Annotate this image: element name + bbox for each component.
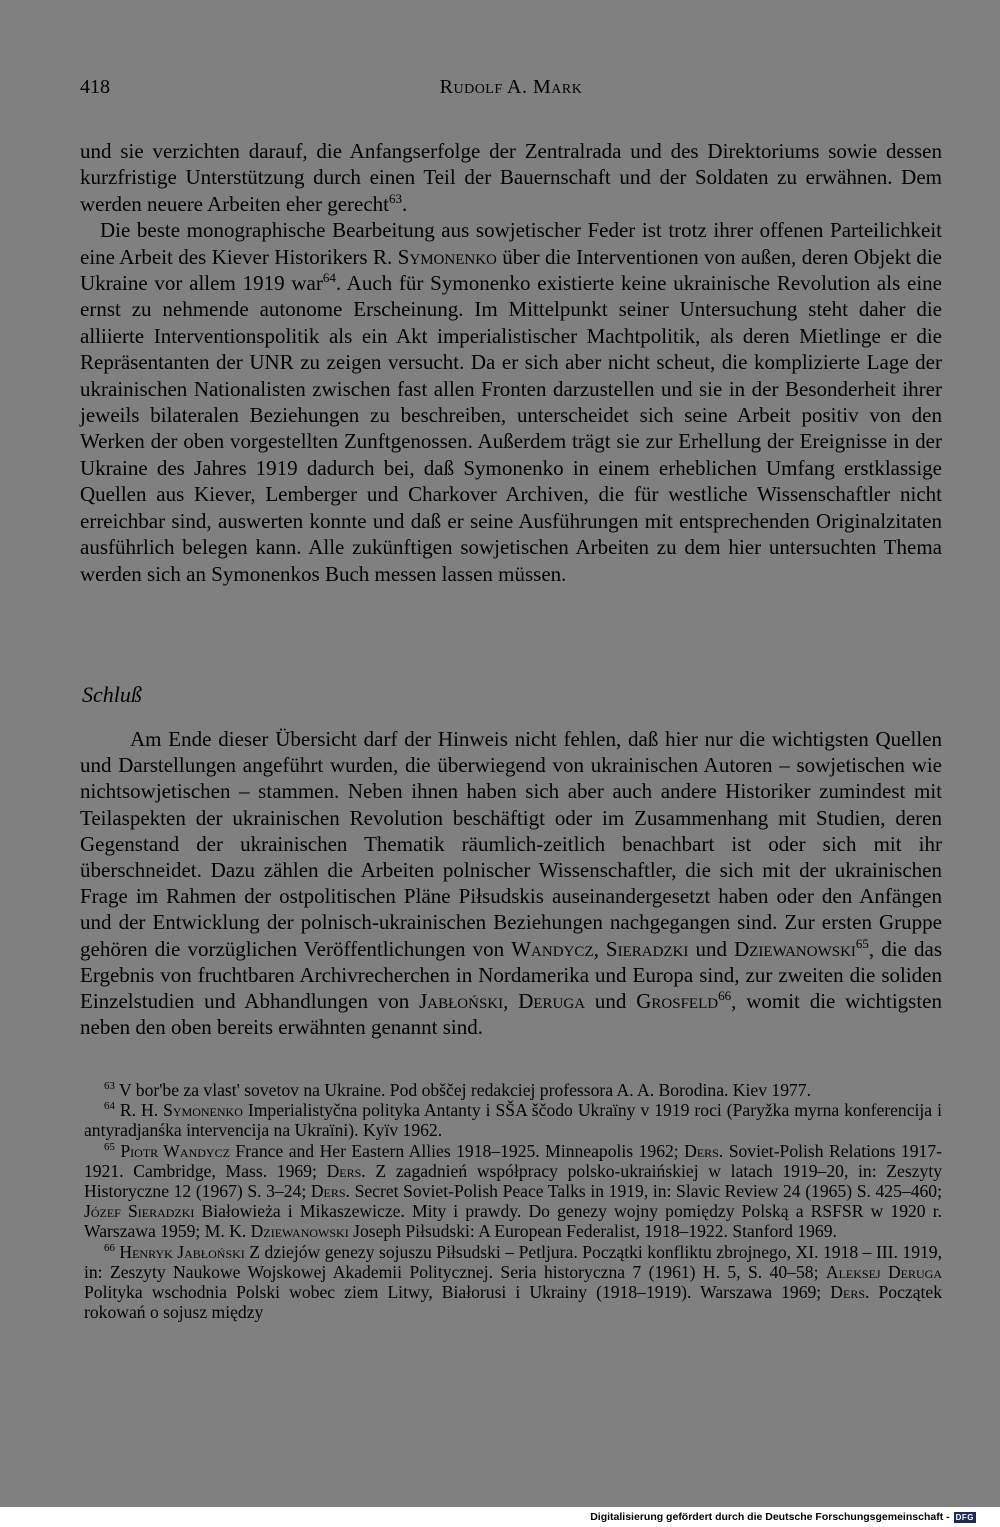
digitization-footer (590, 1510, 976, 1524)
footnotes (84, 1080, 942, 1322)
author-name: Ders. (684, 1140, 724, 1161)
text-run: und sie verzichten darauf, die Anfangserfolge der Zentralrada und des Direktoriums sowie dessen kurzfristige Unterstützung durch einen Teil der Bauernschaft und der Soldaten zu erwähnen. Dem werden neuere Arbeiten eher gerecht (80, 139, 942, 216)
text-run: V bor'be za vlast' sovetov na Ukraine. Pod obščej redakciej professora A. A. Borodina. Kiev 1977. (114, 1080, 811, 1100)
text-run: , die das Ergebnis von fruchtbaren Archivrecherchen in Nordamerika und Europa sind, zur zweiten die soliden Einzelstudien und Abhandlungen von (80, 936, 943, 1014)
text-run: Joseph Piłsudski: A European Federalist, 1918–1922. Stanford 1969. (348, 1221, 837, 1242)
footnote-ref[interactable]: 65 (855, 935, 869, 951)
text-run: , womit die wichtigsten neben den oben bereits erwähnten genannt sind. (80, 989, 942, 1040)
text-run: , (593, 936, 606, 961)
text-run: und (688, 936, 735, 961)
footnote-63 (84, 1080, 942, 1100)
footnote-64 (84, 1100, 942, 1140)
conclusion-paragraph (80, 726, 942, 1040)
text-run: . Auch für Symonenko existierte keine ukrainische Revolution als eine ernst zu nehmende autonome Erscheinung. Im Mittelpunkt seiner Untersuchung steht daher die alliierte Interventionspolitik als ein Akt imperialistischer Machtpolitik, als deren Mietlinge er die Repräsentanten der UNR zu zeigen versucht. Da er sich aber nicht scheut, die komplizierte Lage der ukrainischen Nationalisten zwischen fast allen Fronten darzustellen und sie in der Besonderheit ihrer jeweils bilateralen Beziehungen zu beschreiben, unterscheidet sich seine Arbeit positiv von den Werken der oben vorgestellten Zunftgenossen. Außerdem trägt sie zur Erhellung der Ereignisse in der Ukraine des Jahres 1919 dadurch bei, daß Symonenko in einem erheblichen Umfang erstklassige Quellen aus Kiever, Lemberger und Charkover Archiven, die für westliche Wissenschaftler nicht erreichbar sind, auswerten konnte und daß er seine Ausführungen mit entsprechenden Originalzitaten ausführlich belegen kann. Alle zukünftigen sowjetischen Arbeiten zu dem hier untersuchten Thema werden sich an Symonenkos Buch messen lassen müssen. (80, 271, 942, 586)
author-name: Ders. (326, 1160, 366, 1181)
footnote-65 (84, 1141, 942, 1242)
author-name: Ders. (310, 1181, 350, 1202)
footnote-66 (84, 1242, 942, 1323)
author-name: Symonenko (163, 1100, 243, 1121)
footer-text: Digitalisierung gefördert durch die Deutsche Forschungsgemeinschaft - (590, 1511, 950, 1523)
author-name: Henryk Jabłoński (114, 1241, 245, 1262)
author-name: Deruga (518, 989, 586, 1014)
footnote-number: 65 (104, 1140, 115, 1153)
paragraph (80, 138, 942, 217)
paragraph (80, 217, 942, 587)
text-run: Die beste monographische Bearbeitung aus sowjetischer Feder ist trotz ihrer offenen Parteilichkeit eine Arbeit des Kiever Historikers R. (80, 218, 942, 269)
author-name: Grosfeld (636, 989, 719, 1014)
text-run: über die Interventionen von außen, deren Objekt die Ukraine vor allem 1919 war (80, 244, 943, 296)
author-name: Wandycz (511, 936, 594, 961)
main-text (80, 138, 942, 587)
author-name: Sieradzki (605, 936, 689, 961)
text-run: . (402, 191, 408, 216)
text-run: Polityka wschodnia Polski wobec ziem Litwy, Białorusi i Ukrainy (1918–1919). Warszawa 1969; (84, 1282, 831, 1303)
text-run: Z zagadnień współpracy polsko-ukraińskiej w latach 1919–20, in: Zeszyty Historyczne 12 (1967) S. 3–24; (84, 1160, 943, 1202)
section-heading: Schluß (82, 682, 142, 707)
text-run: Soviet-Polish Relations 1917-1921. Cambridge, Mass. 1969; (84, 1140, 942, 1181)
text-run: R. H. (114, 1100, 164, 1121)
footnote-ref[interactable]: 66 (718, 988, 732, 1004)
text-run: Początek rokowań o sojusz między (84, 1282, 942, 1323)
text-run: Z dziejów genezy sojuszu Piłsudski – Petljura. Początki konfliktu zbrojnego, XI. 1918 – III. 1919, in: Zeszyty Naukowe Wojskowej Akademii Politycznej. Seria historyczna 7 (1961) H. 5, S. 40–58; (84, 1241, 942, 1282)
footnote-ref[interactable]: 63 (389, 190, 403, 206)
footnote-number: 64 (104, 1100, 115, 1113)
author-name: Dziewanowski (734, 936, 856, 961)
text-run: und (585, 989, 637, 1014)
author-name: Aleksej Deruga (825, 1261, 942, 1282)
author-name: Piotr Wandycz (114, 1140, 230, 1161)
text-run: Białowieża i Mikaszewicze. Mity i prawdy. Do genezy wojny pomiędzy Polską a RSFSR w 1920 r. Warszawa 1959; M. K. (84, 1201, 943, 1242)
text-run: , (503, 989, 519, 1014)
footnote-ref[interactable]: 64 (322, 270, 336, 286)
running-head-author: Rudolf A. Mark (439, 76, 583, 98)
page-number: 418 (80, 76, 110, 98)
footnote-number: 63 (104, 1080, 115, 1093)
page-header (80, 76, 942, 104)
footnote-number: 66 (104, 1241, 115, 1254)
author-name: Jabłoński (419, 989, 504, 1014)
text-run: France and Her Eastern Allies 1918–1925. Minneapolis 1962; (229, 1140, 685, 1161)
text-run: Imperialistyčna polityka Antanty i SŠA ščodo Ukraïny v 1919 roci (Paryžka myrna konferencija i antyradjanśka intervencija na Ukraïni). Kyïv 1962. (84, 1100, 942, 1141)
text-run: Am Ende dieser Übersicht darf der Hinweis nicht fehlen, daß hier nur die wichtigsten Quellen und Darstellungen angeführt wurden, die überwiegend von ukrainischen Autoren – sowjetischen wie nichtsowjetischen – stammen. Neben ihnen haben sich aber auch andere Historiker zumindest mit Teilaspekten der ukrainischen Revolution beschäftigt oder im Zusammenhang mit Studien, deren Gegenstand der ukrainischen Thematik räumlich-zeitlich benachbart ist oder sich mit ihr überschneidet. Dazu zählen die Arbeiten polnischer Wissenschaftler, die sich mit der ukrainischen Frage im Rahmen der ostpolitischen Pläne Piłsudskis auseinandergesetzt haben oder den Anfängen und der Entwicklung der polnisch-ukrainischen Beziehungen nachgegangen sind. Zur ersten Gruppe gehören die vorzüglichen Veröffentlichungen von (80, 727, 942, 961)
author-name: Józef Sieradzki (84, 1201, 195, 1222)
author-name: Dziewanowski (250, 1221, 349, 1242)
dfg-logo-icon: DFG (955, 1512, 974, 1522)
author-name: Ders. (830, 1282, 870, 1303)
text-run: Secret Soviet-Polish Peace Talks in 1919, in: Slavic Review 24 (1965) S. 425–460; (349, 1181, 942, 1202)
author-name: Symonenko (397, 244, 497, 269)
